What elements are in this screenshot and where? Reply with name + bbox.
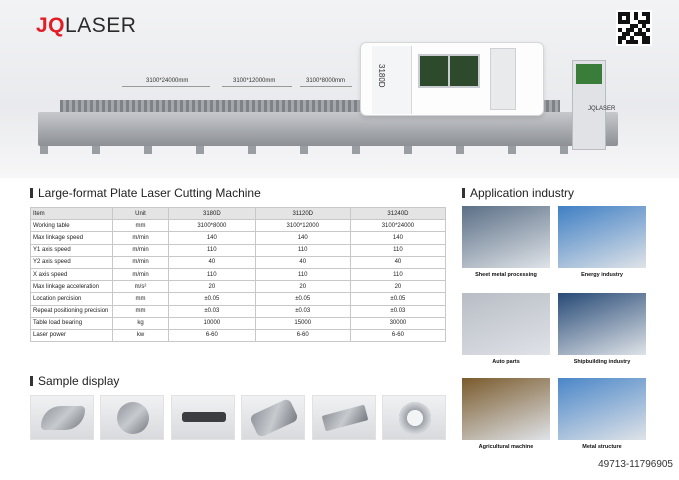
sample-image [382,395,446,440]
watermark-id: 49713-11796905 [598,459,673,470]
spec-item-cell: Location percision [31,293,113,305]
spec-value-cell: 110 [169,268,256,280]
spec-item-cell: Y1 axis speed [31,244,113,256]
title-bar-icon [30,376,33,386]
dimension-label: 3100*12000mm [233,78,276,84]
spec-value-cell: 6-60 [255,329,350,341]
spec-value-cell: ±0.05 [255,293,350,305]
application-label: Energy industry [581,272,623,278]
application-image [558,293,646,355]
cabin-model-label: 3180D [377,64,386,88]
spec-value-cell: 140 [169,232,256,244]
spec-value-cell: kg [113,317,169,329]
spec-table [30,207,446,342]
spec-row [31,293,446,305]
spec-value-cell: 6-60 [350,329,445,341]
spec-value-cell: 40 [255,256,350,268]
spec-item-cell: Laser power [31,329,113,341]
spec-value-cell: m/s² [113,281,169,293]
spec-value-cell: 15000 [255,317,350,329]
machine-bed [38,112,618,146]
spec-row [31,232,446,244]
spec-row [31,305,446,317]
spec-item-cell: Table load bearing [31,317,113,329]
application-section-title [462,186,574,200]
spec-row [31,220,446,232]
header-cell: 31120D [255,208,350,220]
sample-image [171,395,235,440]
application-image [558,206,646,268]
application-title: Application industry [470,186,575,200]
spec-item-cell: Max linkage acceleration [31,281,113,293]
spec-value-cell: 110 [255,244,350,256]
spec-row [31,256,446,268]
spec-value-cell: 110 [350,244,445,256]
spec-row [31,329,446,341]
application-label: Shipbuilding industry [573,359,631,365]
dimension-label: 3100*24000mm [146,78,189,84]
spec-header-row [31,208,446,220]
hero-banner [0,0,679,178]
spec-item-cell: Working table [31,220,113,232]
spec-row [31,244,446,256]
logo-jq: JQ [36,14,66,37]
sample-image [312,395,376,440]
spec-value-cell: 20 [255,281,350,293]
cabin-control-panel [490,48,516,110]
header-cell: Unit [113,208,169,220]
spec-value-cell: 3100*12000 [255,220,350,232]
spec-value-cell: ±0.03 [350,305,445,317]
spec-item-cell: Repeat positioning precision [31,305,113,317]
spec-value-cell: ±0.05 [350,293,445,305]
spec-row [31,268,446,280]
spec-item-cell: X axis speed [31,268,113,280]
console-screen [576,64,602,84]
spec-value-cell: ±0.03 [255,305,350,317]
sample-image [100,395,164,440]
spec-value-cell: mm [113,220,169,232]
spec-value-cell: kw [113,329,169,341]
spec-value-cell: ±0.05 [169,293,256,305]
spec-value-cell: 6-60 [169,329,256,341]
header-cell: Item [31,208,113,220]
spec-value-cell: 110 [169,244,256,256]
sample-image [30,395,94,440]
spec-value-cell: 20 [169,281,256,293]
header-cell: 31240D [350,208,445,220]
spec-value-cell: 3100*8000 [169,220,256,232]
dimension-line [222,86,292,87]
console-logo: JQLASER [588,106,616,112]
sample-image [241,395,305,440]
spec-row [31,317,446,329]
logo-laser: LASER [65,14,137,37]
application-label: Auto parts [492,359,520,365]
cabin-window [418,54,480,88]
application-image [462,206,550,268]
spec-value-cell: 20 [350,281,445,293]
spec-value-cell: m/min [113,232,169,244]
header-cell: 3180D [169,208,256,220]
spec-section-title [30,186,261,200]
spec-value-cell: mm [113,305,169,317]
spec-value-cell: 10000 [169,317,256,329]
spec-value-cell: 40 [350,256,445,268]
title-bar-icon [30,188,33,198]
application-label: Sheet metal processing [475,272,537,278]
machine-bed-feet [40,146,600,154]
title-bar-icon [462,188,465,198]
samples-section-title [30,374,119,388]
application-label: Metal structure [582,444,622,450]
spec-value-cell: mm [113,293,169,305]
spec-value-cell: 140 [255,232,350,244]
brand-logo [36,14,136,38]
application-image [462,293,550,355]
application-image [462,378,550,440]
spec-value-cell: 30000 [350,317,445,329]
dimension-line [300,86,352,87]
spec-value-cell: m/min [113,244,169,256]
dimension-line [122,86,210,87]
spec-value-cell: 3100*24000 [350,220,445,232]
dimension-label: 3100*8000mm [306,78,346,84]
spec-title: Large-format Plate Laser Cutting Machine [38,186,261,200]
spec-value-cell: 110 [350,268,445,280]
spec-value-cell: m/min [113,256,169,268]
spec-value-cell: 110 [255,268,350,280]
application-image [558,378,646,440]
application-label: Agricultural machine [478,444,534,450]
qr-code [616,10,652,46]
spec-value-cell: m/min [113,268,169,280]
spec-value-cell: ±0.03 [169,305,256,317]
spec-row [31,281,446,293]
spec-value-cell: 140 [350,232,445,244]
spec-value-cell: 40 [169,256,256,268]
spec-item-cell: Y2 axis speed [31,256,113,268]
spec-item-cell: Max linkage speed [31,232,113,244]
samples-title: Sample display [38,374,120,388]
